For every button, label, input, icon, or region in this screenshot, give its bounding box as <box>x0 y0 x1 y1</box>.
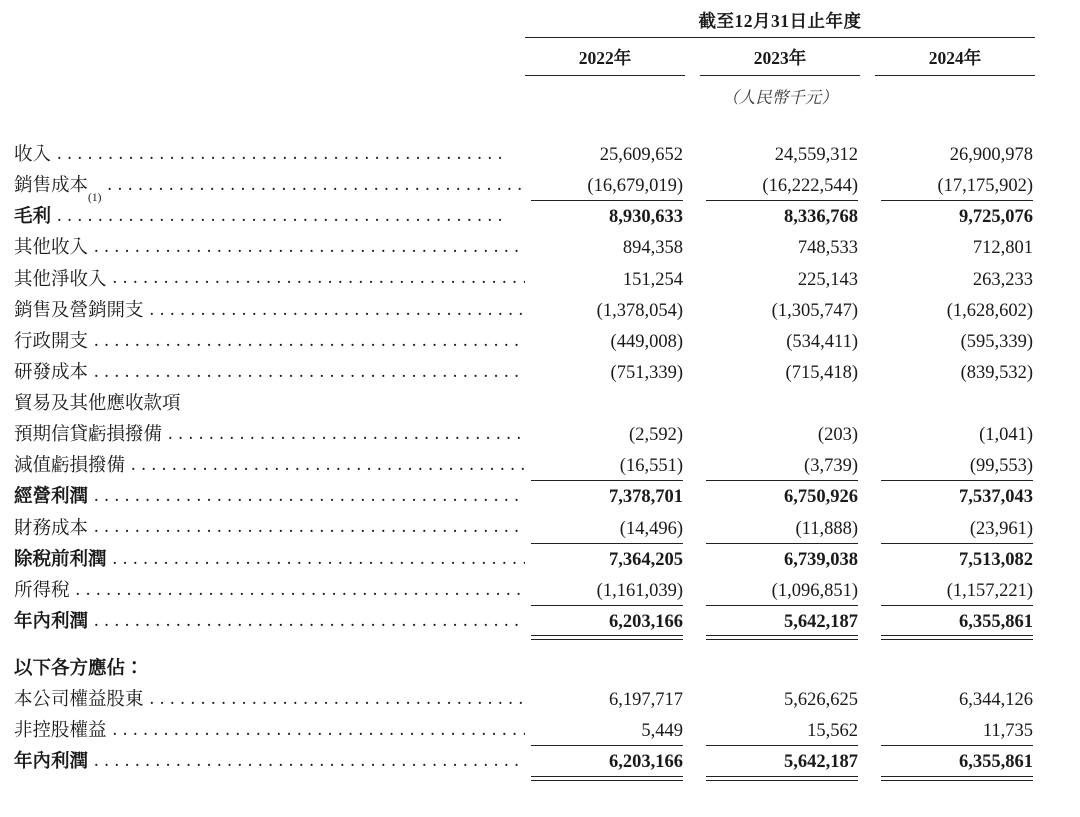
total-rule-upper <box>706 635 858 636</box>
statement-row <box>0 451 1080 482</box>
year-rule-2022 <box>525 75 685 76</box>
column-gap <box>860 747 875 778</box>
total-rule-lower <box>706 780 858 781</box>
column-gap <box>685 451 700 482</box>
total-rule-lower <box>881 780 1033 781</box>
value-2024: 6,355,861 <box>875 747 1035 778</box>
column-gap <box>685 716 700 747</box>
row-label-text: 以下各方應佔： <box>14 659 144 679</box>
statement-row <box>0 716 1080 747</box>
total-rule-lower <box>881 639 1033 640</box>
total-rule-upper <box>531 776 683 777</box>
value-2024: 26,900,978 <box>949 145 1034 165</box>
row-label-text: 所得稅 <box>14 580 70 601</box>
value-2024: 7,537,043 <box>959 487 1034 508</box>
value-2024: (1,157,221) <box>875 576 1035 607</box>
total-rule-upper <box>706 776 858 777</box>
value-2024: 11,735 <box>875 716 1035 747</box>
right-margin <box>1035 327 1080 358</box>
row-label <box>0 607 525 638</box>
statement-row <box>0 638 1080 685</box>
row-label-text: 研發成本 <box>14 362 89 383</box>
column-gap <box>685 545 700 576</box>
value-2023: 5,642,187 <box>700 607 860 638</box>
row-label <box>0 482 525 513</box>
value-2022: 7,364,205 <box>609 549 683 570</box>
year-header-row <box>0 38 1080 74</box>
column-gap <box>860 576 875 607</box>
row-label <box>0 545 525 576</box>
right-margin <box>1035 451 1080 482</box>
row-label: 銷售成本 (1) . . . <box>0 171 525 202</box>
column-gap <box>685 265 700 296</box>
row-label-text: 預期信貸虧損撥備 <box>14 425 163 446</box>
value-2022: (449,008) <box>610 331 683 352</box>
value-2024: 7,513,082 <box>959 549 1034 570</box>
unit-note-row <box>0 77 1080 110</box>
right-margin <box>1035 482 1080 513</box>
year-rule-2024 <box>875 75 1035 76</box>
row-label-text: 經營利潤 <box>14 487 89 508</box>
value-2022: (2,592) <box>629 425 683 446</box>
right-margin <box>1035 171 1080 202</box>
value-2023 <box>700 389 860 420</box>
column-gap <box>860 389 875 420</box>
value-2023: (1,096,851) <box>700 576 860 607</box>
value-2023: 225,143 <box>797 269 858 290</box>
row-label-text: 銷售及營銷開支 <box>14 300 144 321</box>
column-gap <box>860 327 875 358</box>
value-2023: 8,336,768 <box>784 207 858 228</box>
value-2023: (3,739) <box>700 451 860 482</box>
column-gap <box>860 171 875 202</box>
value-2022: 6,197,717 <box>609 690 683 711</box>
row-label <box>0 233 525 264</box>
period-header-row <box>0 0 1080 36</box>
subtotal-rule <box>706 480 858 481</box>
leader-dots <box>150 663 525 682</box>
right-margin <box>1035 716 1080 747</box>
table-header <box>0 0 1080 140</box>
leader-dots <box>131 460 525 479</box>
row-label-text: 貿易及其他應收款項 <box>14 394 181 414</box>
row-label-text: 本公司權益股東 <box>14 690 144 711</box>
leader-dots <box>107 180 525 199</box>
row-label-text: 財務成本 <box>14 518 89 539</box>
value-2022: (1,378,054) <box>596 300 683 321</box>
right-margin <box>1035 233 1080 264</box>
value-2022: 8,930,633 <box>609 207 683 228</box>
leader-dots <box>150 304 525 323</box>
right-margin <box>1035 747 1080 778</box>
column-gap <box>860 202 875 233</box>
subtotal-rule <box>531 480 683 481</box>
leader-dots <box>113 553 525 572</box>
column-gap <box>685 638 700 685</box>
year-rule-2023 <box>700 75 860 76</box>
statement-row <box>0 327 1080 358</box>
column-gap <box>685 171 700 202</box>
statement-row <box>0 514 1080 545</box>
value-2023 <box>700 638 860 685</box>
row-label-text: 減值虧損撥備 <box>14 456 126 477</box>
column-gap <box>860 685 875 716</box>
value-2024: 712,801 <box>972 238 1034 259</box>
row-label-text: 收入 <box>14 145 52 165</box>
right-margin <box>1035 545 1080 576</box>
column-gap <box>685 389 700 420</box>
column-gap <box>685 358 700 389</box>
leader-dots <box>94 367 525 386</box>
leader-dots <box>113 273 525 292</box>
value-2023: 15,562 <box>700 716 860 747</box>
row-label-text: 年內利潤 <box>14 611 89 632</box>
statement-row <box>0 265 1080 296</box>
row-label-text: 除稅前利潤 <box>14 549 107 570</box>
column-gap <box>685 685 700 716</box>
value-2022: 25,609,652 <box>599 145 683 165</box>
right-margin <box>1035 420 1080 451</box>
value-2024 <box>875 638 1035 685</box>
leader-dots <box>168 429 525 448</box>
column-gap <box>685 482 700 513</box>
value-2024: (17,175,902) <box>875 171 1035 202</box>
leader-dots <box>187 398 525 417</box>
row-label-text: 其他淨收入 <box>14 269 107 290</box>
subtotal-rule <box>881 200 1033 201</box>
right-margin <box>1035 576 1080 607</box>
statement-row <box>0 233 1080 264</box>
column-gap <box>685 420 700 451</box>
value-2022: (751,339) <box>610 362 683 383</box>
column-gap <box>860 140 875 171</box>
row-label <box>0 265 525 296</box>
value-2024: 6,344,126 <box>959 690 1034 711</box>
statement-row <box>0 482 1080 513</box>
statement-row <box>0 685 1080 716</box>
leader-dots <box>94 522 525 541</box>
statement-row <box>0 389 1080 420</box>
column-gap <box>860 638 875 685</box>
currency-unit-note: （人民幣千元） <box>722 88 838 107</box>
value-2023: 24,559,312 <box>774 145 858 165</box>
value-2024: 6,355,861 <box>875 607 1035 638</box>
subtotal-rule <box>706 745 858 746</box>
column-header-year-2023: 2023年 <box>753 48 807 68</box>
column-gap <box>860 607 875 638</box>
leader-dots <box>94 756 525 775</box>
value-2024: 9,725,076 <box>959 207 1034 228</box>
row-label-text: 年內利潤 <box>14 752 89 773</box>
row-label-text: 行政開支 <box>14 331 89 352</box>
statement-row <box>0 140 1080 171</box>
row-label <box>0 202 525 233</box>
right-margin <box>1035 607 1080 638</box>
value-2022: 5,449 <box>525 716 685 747</box>
column-gap <box>685 327 700 358</box>
value-2024: (1,628,602) <box>946 300 1034 321</box>
statement-row <box>0 171 1080 202</box>
total-rule-upper <box>531 635 683 636</box>
total-rule-lower <box>531 780 683 781</box>
column-gap <box>860 233 875 264</box>
leader-dots <box>94 242 525 261</box>
value-2023: (534,411) <box>786 331 858 352</box>
statement-row <box>0 202 1080 233</box>
value-2023: 5,626,625 <box>784 690 858 711</box>
value-2024: (99,553) <box>875 451 1035 482</box>
statement-row <box>0 747 1080 778</box>
leader-dots <box>57 211 525 230</box>
row-label-text: 其他收入 <box>14 238 89 259</box>
column-gap <box>685 607 700 638</box>
right-margin <box>1035 140 1080 171</box>
value-2022: (16,551) <box>525 451 685 482</box>
row-label <box>0 685 525 716</box>
header-spacer-row <box>0 110 1080 140</box>
column-gap <box>860 265 875 296</box>
value-2022: 151,254 <box>622 269 683 290</box>
value-2023: 748,533 <box>797 238 858 259</box>
right-margin <box>1035 514 1080 545</box>
value-2022: (14,496) <box>525 514 685 545</box>
row-label-text: 毛利 <box>14 207 52 228</box>
value-2024: (595,339) <box>960 331 1034 352</box>
statement-row <box>0 607 1080 638</box>
total-rule-lower <box>531 639 683 640</box>
value-2024: (839,532) <box>960 362 1034 383</box>
column-gap <box>860 358 875 389</box>
row-label <box>0 389 525 420</box>
value-2024: (1,041) <box>979 425 1034 446</box>
row-label <box>0 638 525 685</box>
column-gap <box>685 747 700 778</box>
statement-row <box>0 420 1080 451</box>
value-2022: 6,203,166 <box>525 607 685 638</box>
subtotal-rule <box>881 745 1033 746</box>
value-2022 <box>525 389 685 420</box>
value-2023: (11,888) <box>700 514 860 545</box>
leader-dots <box>94 616 525 635</box>
subtotal-rule <box>531 543 683 544</box>
right-margin <box>1035 296 1080 327</box>
value-2022: (16,679,019) <box>525 171 685 202</box>
period-header-label: 截至12月31日止年度 <box>698 11 862 31</box>
row-label <box>0 358 525 389</box>
statement-row <box>0 296 1080 327</box>
column-header-year-2022: 2022年 <box>578 48 632 68</box>
leader-dots <box>113 725 525 744</box>
column-gap <box>685 514 700 545</box>
table-body <box>0 140 1080 779</box>
total-rule-upper <box>881 635 1033 636</box>
right-margin <box>1035 389 1080 420</box>
value-2024 <box>875 389 1035 420</box>
row-label <box>0 576 525 607</box>
column-gap <box>860 451 875 482</box>
value-2023: 5,642,187 <box>700 747 860 778</box>
row-label <box>0 451 525 482</box>
value-2022: 894,358 <box>622 238 683 259</box>
value-2023: (16,222,544) <box>700 171 860 202</box>
subtotal-rule <box>706 605 858 606</box>
subtotal-rule <box>531 745 683 746</box>
value-2022: 6,203,166 <box>525 747 685 778</box>
column-gap <box>685 233 700 264</box>
value-2024: 263,233 <box>972 269 1034 290</box>
row-label <box>0 420 525 451</box>
value-2022 <box>525 638 685 685</box>
value-2023: 6,739,038 <box>784 549 858 570</box>
column-gap <box>860 716 875 747</box>
leader-dots <box>57 149 525 168</box>
value-2024: (23,961) <box>875 514 1035 545</box>
column-gap <box>860 514 875 545</box>
column-gap <box>685 576 700 607</box>
total-rule-upper <box>881 776 1033 777</box>
value-2023: (715,418) <box>785 362 858 383</box>
column-gap <box>860 545 875 576</box>
right-margin <box>1035 265 1080 296</box>
column-gap <box>685 296 700 327</box>
right-margin <box>1035 358 1080 389</box>
right-margin <box>1035 638 1080 685</box>
column-gap <box>860 296 875 327</box>
column-gap <box>685 202 700 233</box>
row-label <box>0 716 525 747</box>
column-gap <box>860 420 875 451</box>
row-label-text: 非控股權益 <box>14 721 107 742</box>
statement-row <box>0 576 1080 607</box>
row-label <box>0 296 525 327</box>
value-2022: 7,378,701 <box>609 487 683 508</box>
leader-dots <box>94 335 525 354</box>
leader-dots <box>150 694 525 713</box>
statement-row <box>0 358 1080 389</box>
subtotal-rule <box>881 605 1033 606</box>
subtotal-rule <box>881 480 1033 481</box>
column-gap <box>685 140 700 171</box>
subtotal-rule <box>706 200 858 201</box>
column-header-year-2024: 2024年 <box>928 48 982 68</box>
row-label <box>0 140 525 171</box>
statement-row <box>0 545 1080 576</box>
subtotal-rule <box>531 605 683 606</box>
subtotal-rule <box>881 543 1033 544</box>
leader-dots <box>76 584 525 603</box>
value-2022: (1,161,039) <box>525 576 685 607</box>
row-label <box>0 327 525 358</box>
value-2023: (1,305,747) <box>771 300 858 321</box>
subtotal-rule <box>531 200 683 201</box>
value-2023: (203) <box>817 425 858 446</box>
right-margin <box>1035 202 1080 233</box>
column-gap <box>860 482 875 513</box>
value-2023: 6,750,926 <box>784 487 858 508</box>
row-label <box>0 747 525 778</box>
leader-dots <box>94 491 525 510</box>
row-label <box>0 514 525 545</box>
right-margin <box>1035 685 1080 716</box>
row-label-text: 銷售成本 <box>14 176 89 197</box>
subtotal-rule <box>706 543 858 544</box>
total-rule-lower <box>706 639 858 640</box>
